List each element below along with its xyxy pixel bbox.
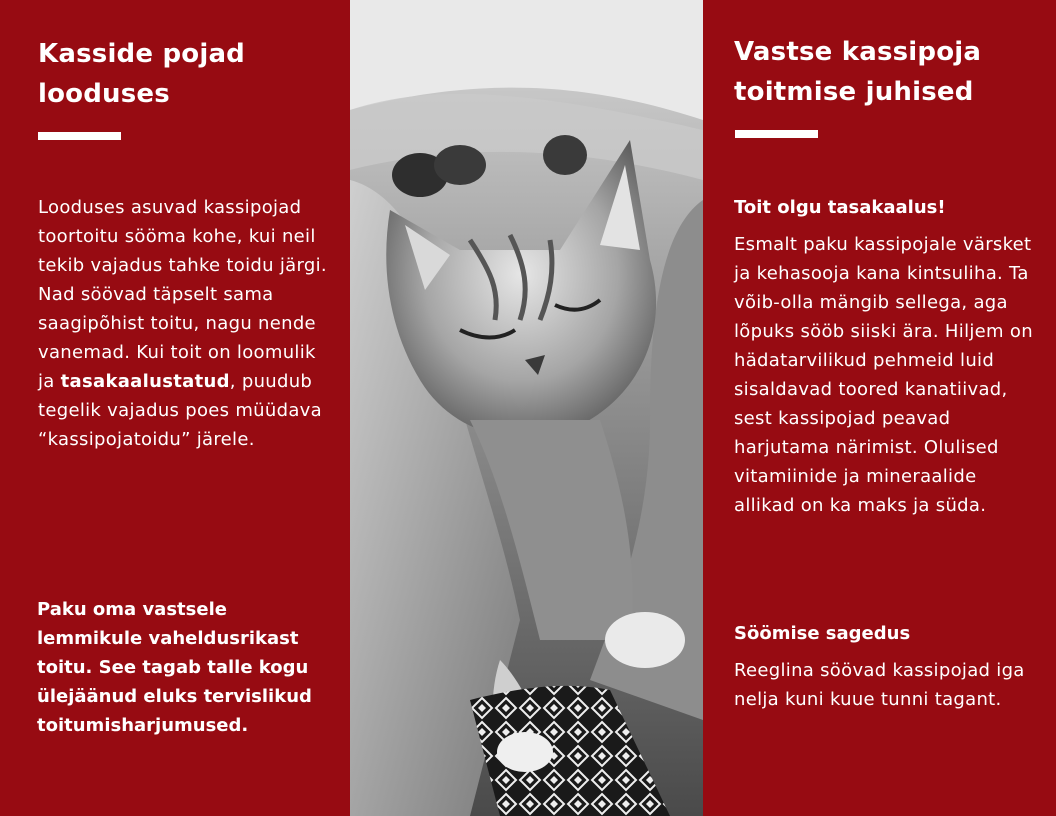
left-title: Kasside pojad looduses <box>38 39 245 109</box>
left-callout: Paku oma vastsele lemmikule vaheldusrikast toitu. See tagab talle kogu ülejäänud eluks tervislikud toitumisharjumused. <box>37 599 312 736</box>
right-column <box>703 0 1056 816</box>
left-body-part1: Looduses asuvad kassipojad toortoitu sööma kohe, kui neil tekib vajadus tahke toidu järgi. Nad söövad täpselt sama saagipõhist toitu, nagu nende vanemad. Kui toit on loomulik ja <box>38 197 327 392</box>
left-body-bold: tasakaalustatud <box>60 371 230 392</box>
right-title-rule <box>735 130 818 138</box>
section2-heading: Söömise sagedus <box>734 623 911 644</box>
kitten-photo-image <box>350 0 703 816</box>
right-title: Vastse kassipoja toitmise juhised <box>734 37 982 107</box>
left-column <box>0 0 350 816</box>
section1-body: Esmalt paku kassipojale värsket ja kehasooja kana kintsuliha. Ta võib-olla mängib sellega, aga lõpuks sööb siiski ära. Hiljem on hädatarvilikud pehmeid luid sisaldavad toored kanatiivad, sest kassipojad peavad harjutama närimist. Olulised vitamiinide ja mineraalide allikad on ka maks ja süda. <box>734 234 1033 516</box>
kitten-photo <box>350 0 703 816</box>
section2-body: Reeglina söövad kassipojad iga nelja kuni kuue tunni tagant. <box>734 660 1025 710</box>
left-title-rule <box>38 132 121 140</box>
left-body-part2: , puudub tegelik vajadus poes müüdava “kassipojatoidu” järele. <box>38 371 322 450</box>
left-body <box>38 193 330 454</box>
section1-heading: Toit olgu tasakaalus! <box>734 197 946 218</box>
